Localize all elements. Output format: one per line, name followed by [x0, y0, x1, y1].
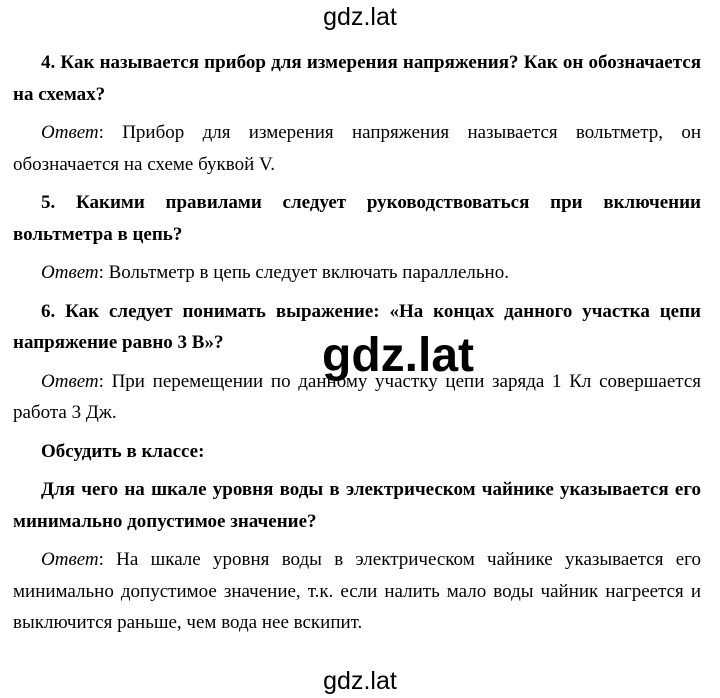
answer-text: : Прибор для измерения напряжения называется вольтметр, он обозначается на схеме буквой V. [13, 122, 701, 175]
question-6: 6. Как следует понимать выражение: «На концах данного участка цепи напряжение равно 3 В»? [13, 300, 701, 353]
answer-label: Ответ [41, 549, 99, 570]
answer-discuss [13, 544, 701, 639]
answer-label: Ответ [41, 262, 99, 283]
question-discuss: Для чего на шкале уровня воды в электрическом чайнике указывается его минимально допустимое значение? [13, 479, 701, 532]
answer-text: : При перемещении по данному участку цепи заряда 1 Кл совершается работа 3 Дж. [13, 370, 701, 423]
answer-text: : На шкале уровня воды в электрическом чайнике указывается его минимально допустимое значение, т.к. если налить мало воды чайник нагреется и выключится раньше, чем вода нее вскипит. [13, 549, 701, 633]
answer-4 [13, 117, 701, 180]
answer-label: Ответ [41, 370, 99, 392]
watermark-center: gdz.lat [322, 329, 474, 382]
question-4: 4. Как называется прибор для измерения напряжения? Как он обозначается на схемах? [13, 52, 701, 105]
watermark-bottom: gdz.lat [323, 667, 397, 695]
answer-text: : Вольтметр в цепь следует включать параллельно. [98, 262, 509, 283]
discuss-heading: Обсудить в классе: [41, 440, 205, 462]
answer-5 [13, 257, 701, 289]
watermark-top: gdz.lat [323, 3, 397, 31]
question-5: 5. Какими правилами следует руководствоваться при включении вольтметра в цепь? [13, 192, 701, 245]
answer-label: Ответ [41, 122, 99, 143]
